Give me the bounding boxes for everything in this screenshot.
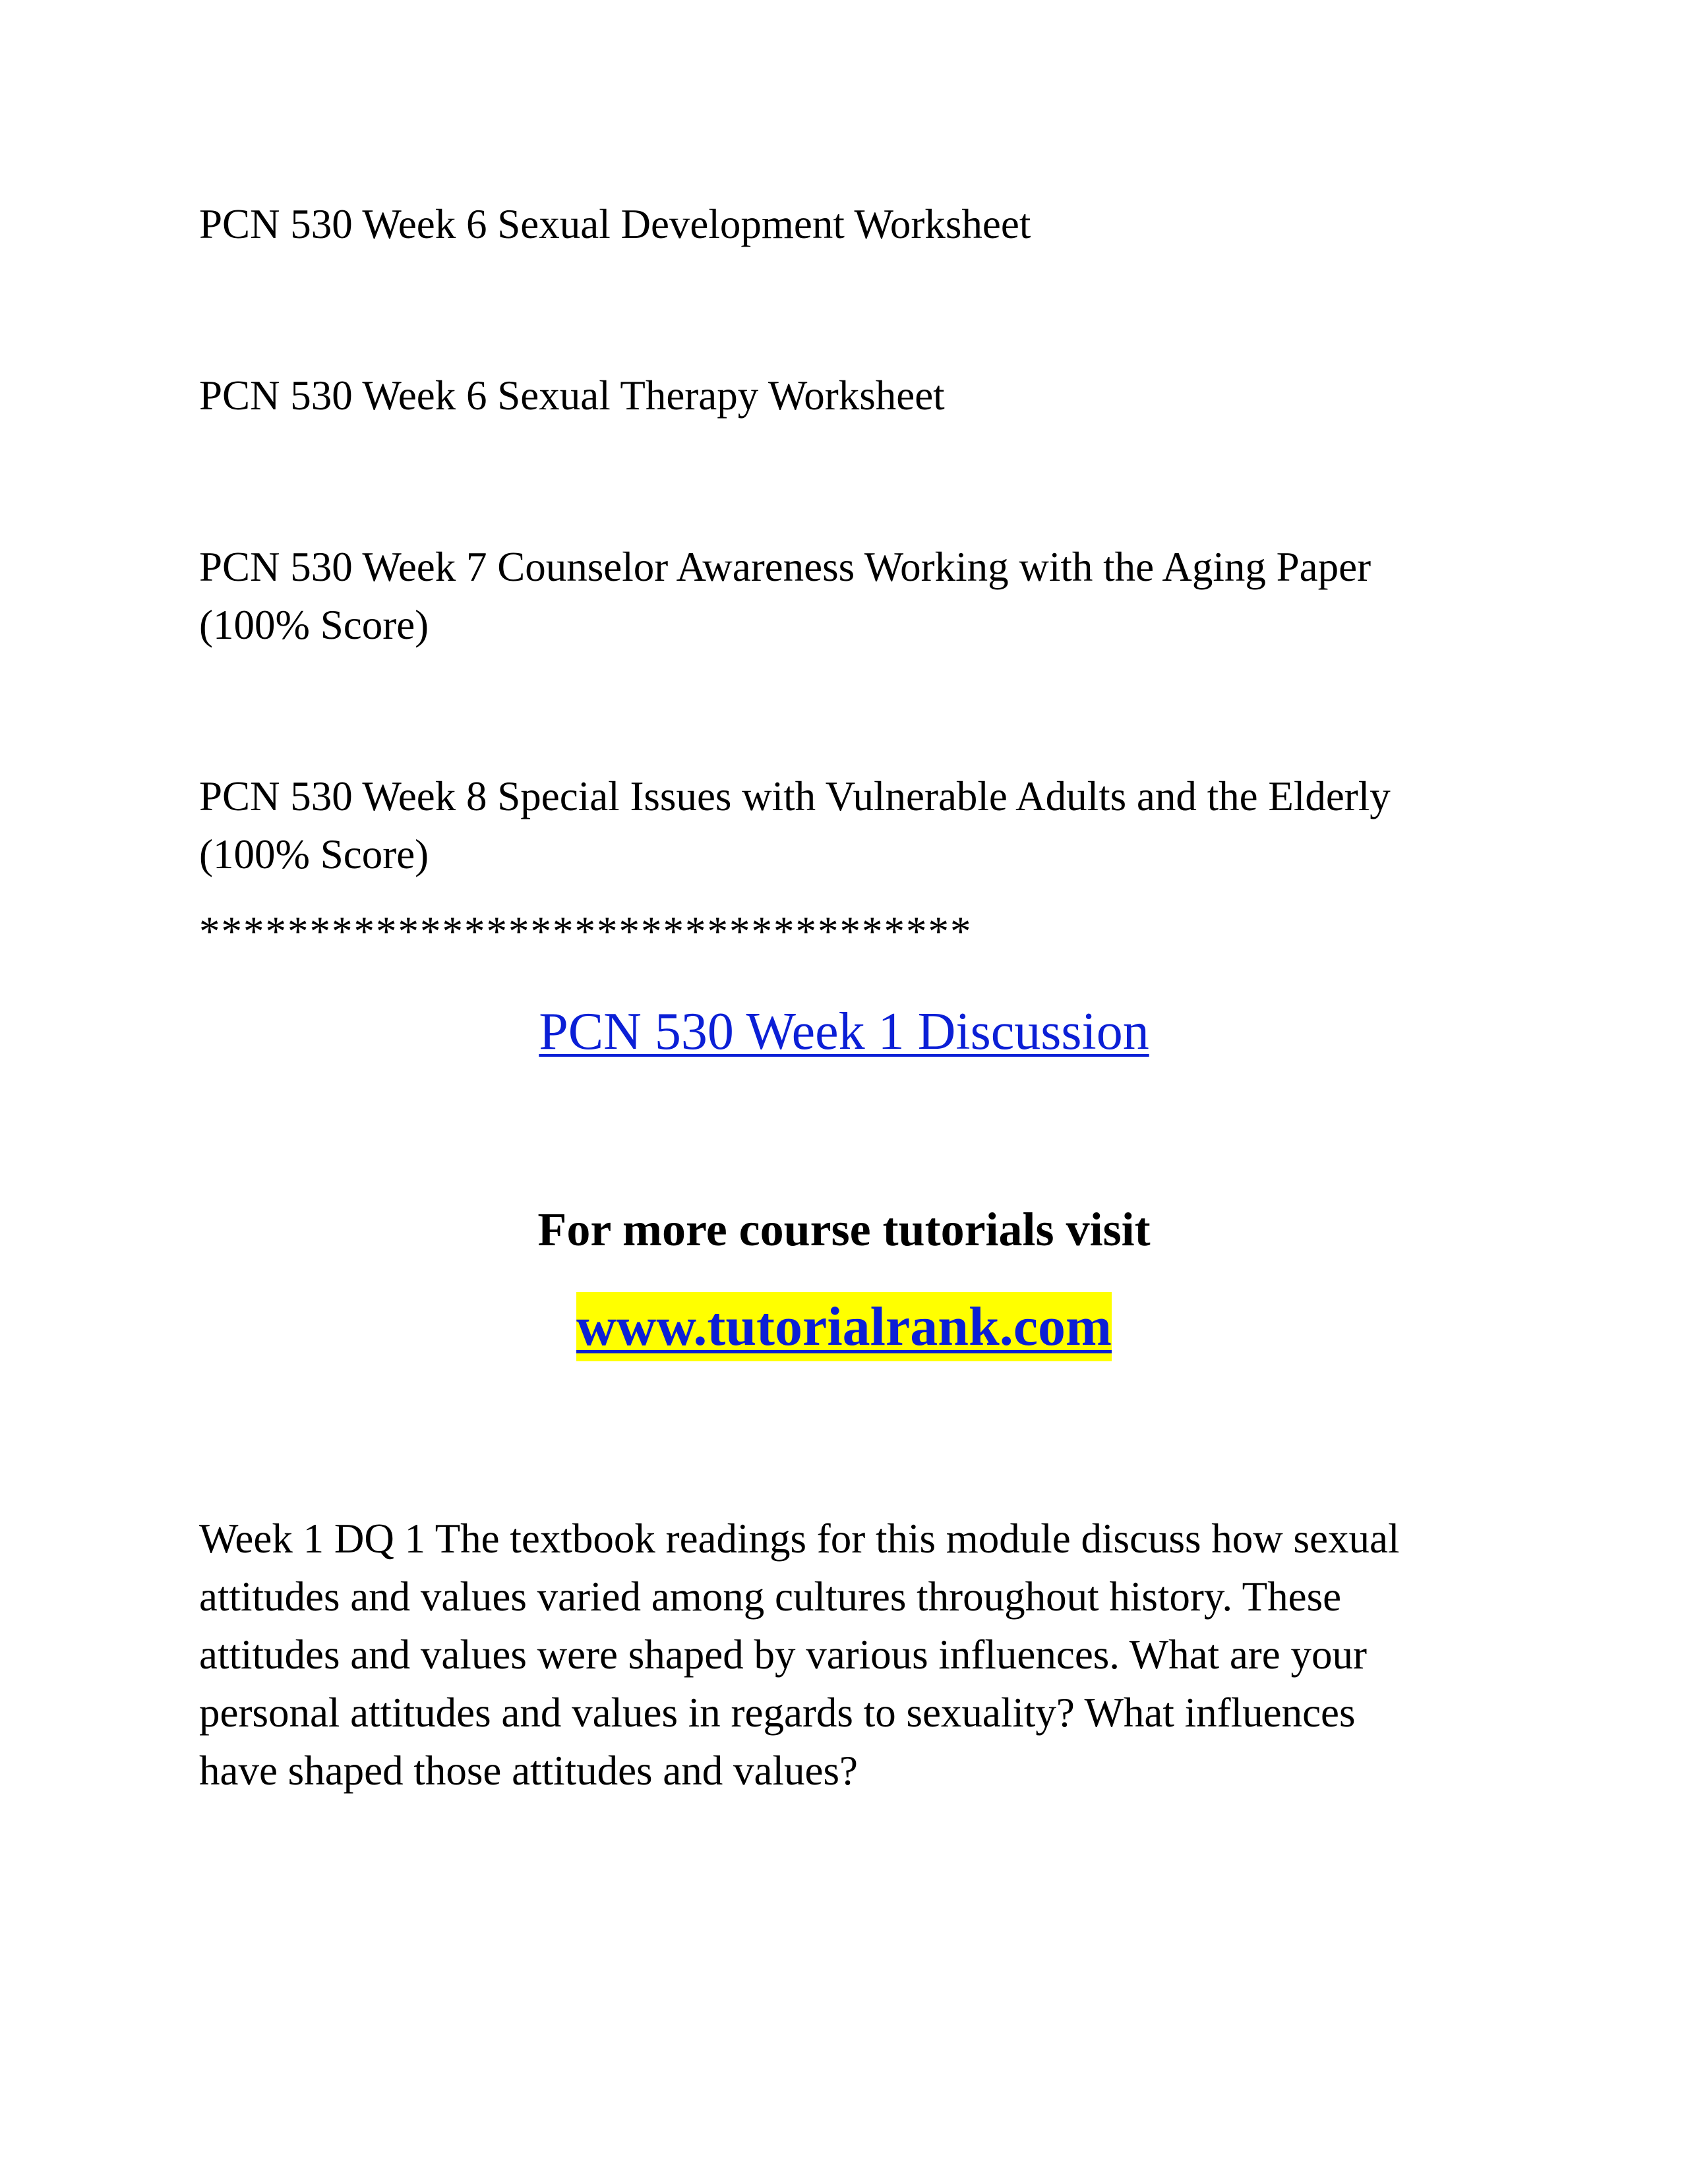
- question-line: Week 1 DQ 1 The textbook readings for this module discuss how sexual: [199, 1516, 1400, 1562]
- course-item-line: PCN 530 Week 8 Special Issues with Vulnerable Adults and the Elderly: [199, 773, 1391, 819]
- separator-stars: ***********************************: [199, 908, 973, 955]
- question-line: attitudes and values were shaped by various influences. What are your: [199, 1632, 1367, 1678]
- course-item-week6-development: PCN 530 Week 6 Sexual Development Worksheet: [199, 201, 1031, 247]
- course-item-line: (100% Score): [199, 831, 429, 877]
- question-line: personal attitudes and values in regards to sexuality? What influences: [199, 1690, 1356, 1736]
- discussion-question: [199, 1510, 1518, 1800]
- site-heading: [0, 1291, 1688, 1363]
- discussion-heading: [0, 995, 1688, 1068]
- course-item-week7-aging: [199, 538, 1518, 654]
- course-item-line: PCN 530 Week 7 Counselor Awareness Working with the Aging Paper: [199, 544, 1372, 590]
- site-link[interactable]: www.tutorialrank.com: [576, 1292, 1112, 1361]
- question-line: attitudes and values varied among cultures throughout history. These: [199, 1574, 1342, 1620]
- visit-text: For more course tutorials visit: [537, 1203, 1151, 1256]
- course-item-week6-therapy: PCN 530 Week 6 Sexual Therapy Worksheet: [199, 372, 945, 419]
- question-line: have shaped those attitudes and values?: [199, 1748, 858, 1794]
- discussion-link[interactable]: PCN 530 Week 1 Discussion: [539, 1003, 1149, 1061]
- course-item-line: (100% Score): [199, 602, 429, 648]
- course-item-week8-vulnerable: [199, 767, 1518, 883]
